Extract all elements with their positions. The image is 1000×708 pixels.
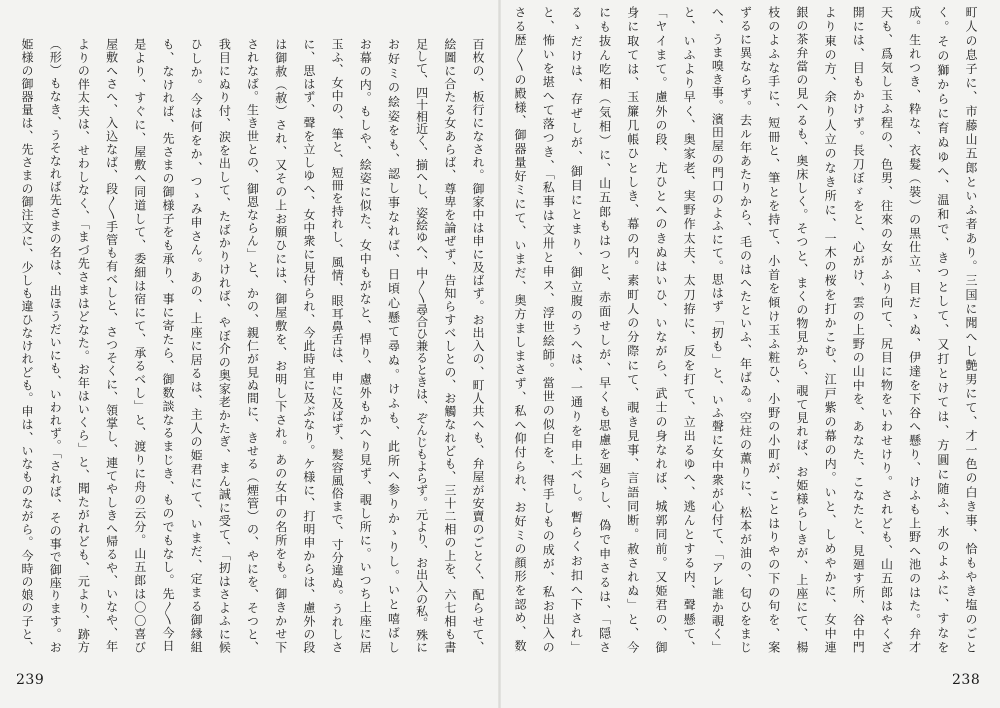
text-column: と、怖いを堪へて落つき、「私事は文卅と申ス、浮世絵師。當世の似白を、得手しもの成が、私お出入の xyxy=(541,6,556,653)
text-column: 町人の息子に、市藤山五郎といふ者あり。三国に聞へし艶男にて、才一色の白き事、恰もやき塩のごと xyxy=(964,6,978,653)
text-column: も、なければ、先さまの御様子をも承り、事に寄たら、御数談なるまじき、ものでもなし。先〳〵今日 xyxy=(160,38,175,653)
page-number-left: 239 xyxy=(16,672,45,688)
page-number-right: 238 xyxy=(952,672,981,688)
text-column: 姫様の御器量は、先さまの御注文に、少しも違ひなけれども。申は、いなものながら。今時の娘の子と、 xyxy=(20,38,34,653)
text-column: 百枚の、板行になされ。御家中は申に及ばず。お出入の、町人共へも、弁屋が安賣のごとく、配らせて、 xyxy=(471,38,485,653)
text-column: お好ミの絵姿をも、認し事なれば、日頃心懸て尋ぬ。けふも、此所へ参りかゝりし。いと嘻ばし xyxy=(386,38,401,653)
text-column: 枝のよふな手に、短冊と、筆とを持て、小首を傾け玉ふ粧ひ、小野の小町が、ことはりやの下の句を、案 xyxy=(766,6,781,653)
text-column: （形）もなき、うそなれば先さまの名は、出ほうだいにも、いわれず。「されば、その事で御座ります。お xyxy=(48,38,63,653)
text-column: ずるに異ならず。去ル年あたりから、毛のはへたといふ、年ばゐ。空炷の薫りに、松本が油の、匂ひをまじ xyxy=(738,6,753,653)
page-right xyxy=(505,6,985,653)
text-column: 絵圖に合たる女あらば、尊卑を論ぜず、告知らすべしとの、お觸なれども、三十二相の上を、六七相も書 xyxy=(442,38,457,653)
text-column: 成。生れつき、粋な、衣髮（裝）の黒仕立、目だゝぬ、伊達を下谷へ懸り、けふも上野へ池のはた。弁才 xyxy=(907,6,922,653)
text-column: く。その獅からに育ぬゆへ、温和で、きつとして、又打とけては、方圓に随ふ、水のよふに、すなを xyxy=(935,6,950,653)
text-column: に、思はず、聲を立しゆへ、女中衆に見付られ、今此時宜に及ぶなり。ケ様に、打明申からは、慮外の段 xyxy=(301,38,316,653)
text-column: ひしか。今は何をか、つゝみ申さん。あの、上座に居るは、主人の姫君にて、いまだ、定まる御縁組 xyxy=(189,38,204,653)
text-column: るゝだけは、存ぜしが、御目にとまり、御立腹のうへは、一通りを申上べし。暫らくお扣へ下され」 xyxy=(569,6,584,653)
text-column: 天も、爲気し玉ふ程の、色男、往來の女がふり向て、尻目に物をいわせけり。されども、山五郎はやくざ xyxy=(879,6,894,653)
text-column: 足して、四十相近く、揃へし、姿絵ゆへ、中〳〵尋合ひ兼るときは、ぞんじもよらず。元より、お出入の私。殊に xyxy=(414,38,429,653)
book-gutter xyxy=(498,0,501,708)
text-column: よりの伴太夫は、せわしなく、「まづ先さまはどなた。お年はいくら」と、聞たがれども、元より、跡方 xyxy=(76,38,91,653)
text-column: さる歴〳〵の殿様、御器量好ミにて、いまだ、奥方ましまさず、私へ仰付られ、お好ミの顔形を認め、数 xyxy=(513,6,527,653)
text-column: へ、うま嗅き事。濱田屋の門口のよふにて。思はず「扨も」と、いふ聲に女中衆が心付て、「アレ誰か覗く」 xyxy=(710,6,725,653)
text-column: 銀の茶弁當の見へるも、奥床しく。そつと、まくの物見から、覗て見れば、お姫様らしきが、上座にて、楊 xyxy=(794,6,809,653)
text-column: にも抜ん吃相（気相）に、山五郎もはつと、赤面せしが、早くも思慮を廻らし、偽で申さるは、「隠さ xyxy=(597,6,612,653)
text-column: 「ヤイまて。慮外の段、尤ひとへのきぬはいひ、いながら、武士の身なれば、城郭同前。又姫君の、御 xyxy=(653,6,668,653)
text-column: 我目にぬり付、涙を出して、たばかりければ、やぼ介の奥家老かたぎ、まん誠に受て、「扨はさよふに候 xyxy=(217,38,232,653)
text-column: と、いふより早く、奥家老、実野作太夫、太刀拵に、反を打て、立出るゆへ、逃んとする内、聲懸て、 xyxy=(682,6,697,653)
text-column: お幕の内。もしや、絵姿に似た、女中もがなと、悍り、慮外もかへり見ず、覗し所に。いつち上座に居 xyxy=(358,38,373,653)
text-column: 玉ふ、女中の、筆と、短冊を持れし、風情、眼耳鼻舌は、申に及ばず、髪容風俗まで、寸分違ぬ。うれしさ xyxy=(330,38,345,653)
text-column: 是より、すぐに、屋敷へ同道して、委細は宿にて、承るべし」と、渡りに舟の云分。山五郎は〇〇喜び xyxy=(132,38,147,653)
text-column: は御赦（赦）され、又その上お願ひには、御屋敷を、お明し下され。あの女中の名所をも。御きかせ下 xyxy=(273,38,288,653)
text-column: 身に取ては、玉簾几帳ひとしき、幕の内。素町人の分際にて、覗き見事、言語同断。赦されぬ」と、今 xyxy=(625,6,640,653)
text-column: 開には、目もかけず。長刀ぼゞをと、心がけ、雲の上野の山中を、あなた、こなたと、見廻す所、谷中門 xyxy=(851,6,866,653)
page-left xyxy=(12,38,492,653)
text-column: より東の方、余り人立のなき所に、一木の桜を打かこむ、江戸紫の幕の内。いと、しめやかに、女中連 xyxy=(823,6,838,653)
text-column: 屋敷へさへ、入込なば、段〳〵手管も有べしと、さつそくに、領掌し、連てやしきへ帰るや、いなや、年 xyxy=(104,38,119,653)
text-column: されなば。生き世との、御恩ならん」と、かの、親仁が見ぬ間に、きせる（煙管）の、やにを、そつと、 xyxy=(245,38,260,653)
